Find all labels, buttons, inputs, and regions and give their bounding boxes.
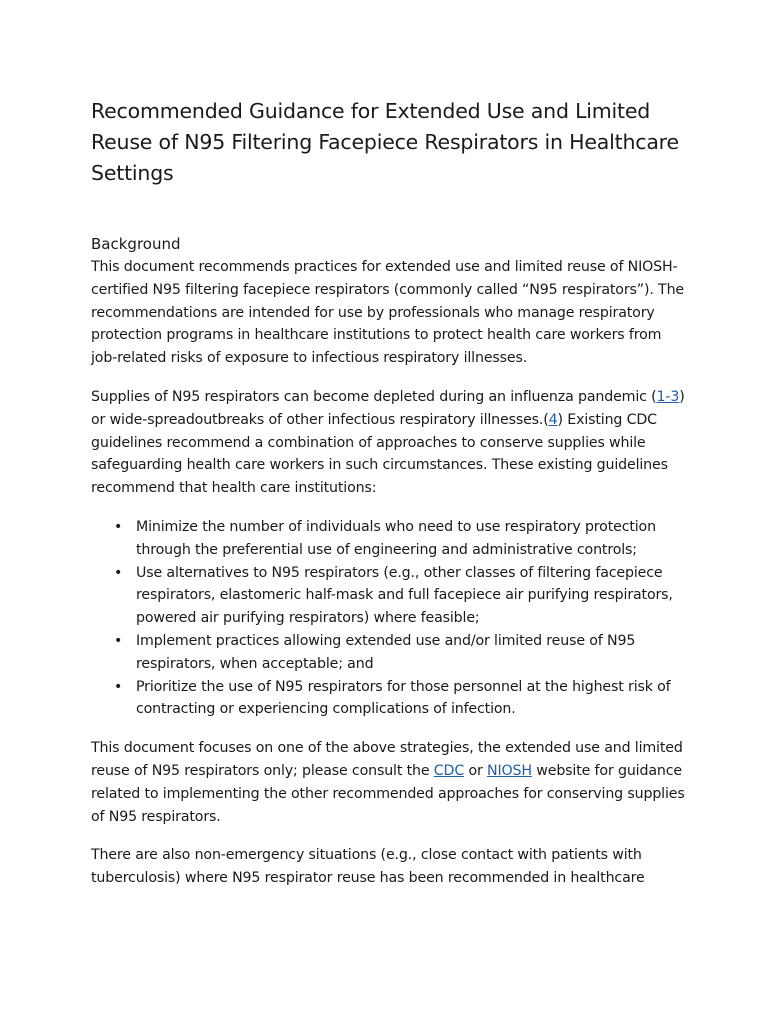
reference-link-1-3[interactable]: 1-3 bbox=[656, 388, 680, 405]
list-item-text: Use alternatives to N95 respirators (e.g., other classes of filtering facepiece respirators, elastomeric half-mask and full facepiece air purifying respirators, powered air purifying respirators) where feasible; bbox=[136, 564, 673, 627]
list-item bbox=[91, 630, 691, 676]
reference-link-4[interactable]: 4 bbox=[548, 411, 558, 428]
focus-paragraph bbox=[91, 737, 691, 828]
list-item bbox=[91, 562, 691, 630]
supplies-paragraph bbox=[91, 386, 691, 500]
nonemergency-paragraph: There are also non-emergency situations (e.g., close contact with patients with tuberculosis) where N95 respirator reuse has been recommended in healthcare bbox=[91, 847, 645, 887]
bullet-icon: • bbox=[114, 678, 123, 695]
focus-text-1: This document focuses on one of the above strategies, the extended use and limited reuse of N95 respirators only; please consult the bbox=[91, 740, 683, 779]
supplies-text-3: ) Existing CDC guidelines recommend a combination of approaches to conserve supplies while safeguarding health care workers in such circumstances. These existing guidelines recommend that health care institutions: bbox=[91, 411, 668, 497]
recommendations-list bbox=[91, 516, 691, 721]
intro-paragraph: This document recommends practices for extended use and limited reuse of NIOSH-certified N95 filtering facepiece respirators (commonly called “N95 respirators”). The recommendations are intended for use by professionals who manage respiratory protection programs in healthcare institutions to protect health care workers from job-related risks of exposure to infectious respiratory illnesses. bbox=[91, 259, 684, 367]
list-item-text: Minimize the number of individuals who need to use respiratory protection through the preferential use of engineering and administrative controls; bbox=[136, 518, 656, 558]
supplies-text-2: ) or wide-spreadoutbreaks of other infectious respiratory illnesses.( bbox=[91, 388, 685, 428]
niosh-link[interactable]: NIOSH bbox=[487, 762, 532, 779]
bullet-icon: • bbox=[114, 564, 123, 581]
list-item bbox=[91, 516, 691, 562]
bullet-icon: • bbox=[114, 632, 123, 649]
list-item-text: Prioritize the use of N95 respirators for those personnel at the highest risk of contracting or experiencing complications of infection. bbox=[136, 678, 671, 718]
cdc-link[interactable]: CDC bbox=[433, 762, 465, 779]
background-heading: Background bbox=[91, 235, 181, 253]
bullet-icon: • bbox=[114, 518, 123, 535]
focus-text-2: or bbox=[464, 762, 488, 779]
document-title: Recommended Guidance for Extended Use and Limited Reuse of N95 Filtering Facepiece Respirators in Healthcare Settings bbox=[91, 99, 679, 185]
supplies-text-1: Supplies of N95 respirators can become depleted during an influenza pandemic ( bbox=[91, 388, 657, 405]
document-page bbox=[91, 96, 691, 890]
list-item bbox=[91, 676, 691, 722]
focus-text-3: website for guidance related to implementing the other recommended approaches for conserving supplies of N95 respirators. bbox=[91, 762, 685, 825]
list-item-text: Implement practices allowing extended use and/or limited reuse of N95 respirators, when acceptable; and bbox=[136, 632, 636, 672]
